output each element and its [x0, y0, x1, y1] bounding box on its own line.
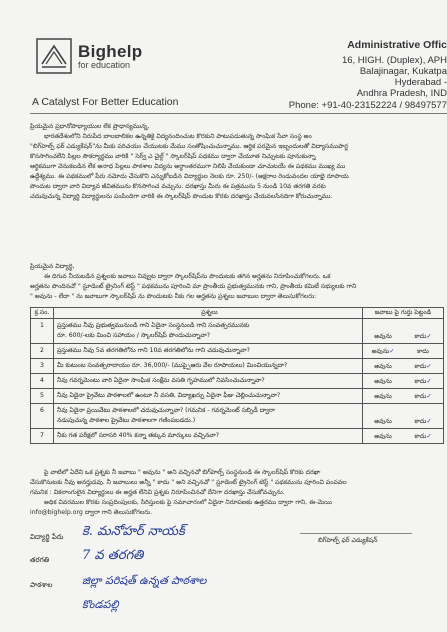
office-line: Andhra Pradesh, IND: [356, 88, 447, 99]
letter-line: చదువుచున్న విద్యార్థి విద్యార్థులను పంపిందిగా వారికి ఈ స్కాలర్‌షిప్ పొందుట కొరకు దరఖాస్తు చేయవలసినదిగా కోరుచున్నాము.: [30, 193, 333, 200]
table-row: [31, 429, 443, 443]
table-row: [31, 319, 443, 344]
tick-mark-icon: ✓: [426, 378, 432, 385]
footer-line: info@bighelp.org ద్వారా గాని తెలుసుకోగలరు.: [30, 509, 153, 516]
row-number: 5: [31, 389, 54, 403]
row-answers[interactable]: [363, 389, 443, 403]
row-number: 3: [31, 359, 54, 373]
answer-yes[interactable]: అవును: [374, 378, 392, 385]
answer-yes[interactable]: అవును: [374, 418, 392, 425]
row-question: మీ కుటుంబ సంవత్సరాదాయం రూ. 36,000/- (ముప్పైఆరు వేల రూపాయలు) మించియున్నదా?: [54, 359, 363, 373]
header-divider: [30, 113, 447, 114]
row-number: 1: [31, 319, 54, 343]
eligibility-table: [30, 307, 444, 444]
row-question: నీవు గవర్నమెంటు వారి ఏదైనా సాంఘిక సంక్షేమ వసతి గృహములో నివసించుచున్నావా?: [54, 374, 363, 388]
header-answer: జవాబు పై గుర్తు పెట్టండి: [374, 309, 432, 316]
brand-subtitle: for education: [78, 60, 131, 70]
student-name-label: విద్యార్థి పేరు: [30, 533, 64, 541]
letter-line: ఈ దిగువ నీయబడిన ప్రశ్నలకు జవాబు నివ్వుట ద్వారా స్కాలర్‌షిప్‌ను పొందుటకు తగిన అర్హతను నిరూపించుకోగలరు. ఒక: [44, 273, 331, 280]
row-number: 6: [31, 404, 54, 428]
table-row: [31, 344, 443, 359]
row-number: 2: [31, 344, 54, 358]
footer-line: పై వాటిలో ఏదేని ఒక ప్రశ్నకు నీ జవాబు " అవును " అని వచ్చినచో బిగ్‌హెల్ప్ సంస్థనుండి ఈ స్కాలర్‌షిప్ కొరకు దరఖా: [44, 469, 321, 476]
school-value-line-1[interactable]: జిల్లా పరిషత్ ఉన్నత పాఠశాల: [82, 574, 207, 587]
tick-mark-icon: ✓: [426, 333, 432, 340]
row-number: 4: [31, 374, 54, 388]
row-question: నీకు గత పరీక్షలో సరాసరి 40% కన్నా తక్కువ మార్కులు వచ్చినవా?: [54, 429, 363, 443]
row-answers[interactable]: [363, 374, 443, 388]
table-row: [31, 389, 443, 404]
tick-mark-icon: ✓: [426, 433, 432, 440]
office-address: [287, 40, 447, 99]
table-row: [31, 359, 443, 374]
row-answers[interactable]: [363, 319, 443, 343]
letter-section-2: [30, 262, 442, 302]
table-header: [31, 308, 443, 319]
letter-line: "బిగ్‌హెల్ప్ ఫర్ ఎడ్యుకేషన్"ను మీకు పరిచయం చేయుటకు మేము సంతోషించుచున్నాము. ఆర్థిక పరమైన ఇబ్బందులతో విద్యాసముపార్జ: [30, 143, 348, 150]
letter-line: ఆర్థికముగా వెనుకబడిన లేక అనాధ పిల్లలు పాఠశాల విద్యను అర్థాంతరముగా నిలిపి వేయకుండా చూచుటయే ఈ పథకము ముఖ్య ము: [30, 163, 346, 170]
footer-notes: [30, 468, 442, 518]
bighelp-logo-icon: [36, 38, 72, 74]
row-question: ప్రస్తుతము నీవు 5వ తరగతిలోను గాని 10వ తరగతిలోను గాని చదువుచున్నావా?: [54, 344, 363, 358]
row-question: ప్రస్తుతము నీవు ప్రభుత్వమునుండి గాని ఏదైనా సంస్థనుండి గాని సంవత్సరమునకు రూ. 600/-లకు మించి సహాయం / స్కాలర్‌షిప్ పొందుచున్నావా?: [54, 319, 363, 343]
table-row: [31, 374, 443, 389]
school-label: పాఠశాల: [30, 581, 53, 589]
row-answers[interactable]: [363, 404, 443, 428]
answer-no[interactable]: కాదు✓: [414, 378, 432, 385]
tick-mark-icon: ✓: [426, 393, 432, 400]
brand-name: Bighelp: [78, 42, 143, 61]
tick-mark-icon: ✓: [426, 418, 432, 425]
header-question: ప్రశ్నలు: [54, 308, 363, 318]
letter-line: భారతదేశంలోని నిరుపేద బాలబాలికల ఉన్నతికై విద్యనందించుట కొరకుని పాటుపడుతున్న సాంఘిక సేవా సంస్థ అం: [44, 133, 312, 140]
answer-no[interactable]: కాదు✓: [414, 363, 432, 370]
answer-yes[interactable]: అవును✓: [371, 348, 395, 355]
brand-block: [78, 42, 142, 70]
tagline: A Catalyst For Better Education: [32, 96, 179, 108]
footer-line: చేసుకొనుటకు నీవు అనర్హుడవు. నీ జవాబులు అన్నీ " కాదు " అని వచ్చినచో " స్టూడెంట్ ట్రైనింగ్ టెస్ట్ " పథకమును పూరించి పంపవల: [30, 479, 347, 486]
answer-no[interactable]: కాదు✓: [414, 433, 432, 440]
tick-mark-icon: ✓: [426, 363, 432, 370]
letter-line: కొనసాగించలేని పిల్లల సౌకర్యార్థము వారికి " సెర్వ్ ఎ చైల్డ్ " స్కాలర్‌షిప్ పధకము ద్వారా చేయూత నిచ్చుటకు పూనుకున్నా: [30, 153, 316, 160]
letter-line: " అవును - లేదా " ను జవాబుగా స్కాలర్‌షిప్ ను పొందుటకు నీకు గల అర్హతను ప్రశ్నలు జవాబుల ద్వారా తెలుసుకోగలరు:: [30, 293, 317, 300]
office-title: Administrative Offic: [347, 40, 447, 51]
answer-no[interactable]: కాదు: [417, 348, 429, 355]
answer-yes[interactable]: అవును: [374, 433, 392, 440]
office-phone: Phone: +91-40-23152224 / 98497577: [288, 100, 447, 111]
header-serial: క్ర.సం.: [31, 308, 54, 318]
answer-yes[interactable]: అవును: [374, 393, 392, 400]
salutation: ప్రియమైన విద్యార్థి,: [30, 263, 75, 270]
answer-yes[interactable]: అవును: [374, 363, 392, 370]
office-line: Hyderabad -: [394, 77, 447, 88]
footer-line: గమనిక : వికలాంగులైన విద్యార్థులు ఈ అర్హత లేనివి ప్రశ్నకు నిరూపించినచో దేనిగా దరఖాస్తు చేసుకోవచ్చును.: [30, 489, 285, 496]
answer-yes[interactable]: అవును: [374, 333, 392, 340]
row-number: 7: [31, 429, 54, 443]
row-answers[interactable]: [363, 344, 443, 358]
salutation: ప్రియమైన ప్రధానోపాధ్యాయుల లేక ప్రాధాన్యమున్న,: [30, 123, 150, 130]
row-answers[interactable]: [363, 429, 443, 443]
table-row: [31, 404, 443, 429]
class-value[interactable]: 7 వ తరగతి: [82, 548, 144, 563]
answer-no[interactable]: కాదు✓: [414, 333, 432, 340]
signature-line: [300, 533, 412, 534]
letter-line: ఉద్దేశ్యము. ఈ పథకములో పేరు నమోదు చేసుకొని ఎన్నుకోబడిన విద్యార్థుల నెలకు రూ. 250/- (అక్షరాల రెండువందల యాభై రూపాయ: [30, 173, 349, 180]
row-question: నీవు ఏదైనా ప్రయివేటు పాఠశాలలో చదువుచున్నావా? (గమనిక - గవర్నమెంట్ సబ్సిడీ ద్వారా నడుపుచున్న పాఠశాల ప్రైవేటు పాఠశాలగా గణింపబడదు.): [54, 404, 363, 428]
office-line: Balajinagar, Kukatpa: [359, 66, 447, 77]
student-name-value[interactable]: కె. మనోహర్ నాయక్: [82, 524, 185, 539]
row-question: నీవు ఏదైనా ప్రైవేటు పాఠశాలలో ఉంటూ నీ వసతి, విద్యాఖర్చు ఏదైనా ఫీజు చెల్లించుచున్నావా?: [54, 389, 363, 403]
letter-line: పొందుట ద్వారా వారి విద్యావ జీవితమును కొనసాగించ వచ్చును. దరఖాస్తు మీరు ఈ పత్రమును 5 నుండి 10వ తరగతి వరకు: [30, 183, 326, 190]
row-answers[interactable]: [363, 359, 443, 373]
signature-label: బిగ్‌హెల్ప్ ఫర్ ఎడ్యుకేషన్: [318, 537, 378, 544]
class-label: తరగతి: [30, 556, 50, 564]
letter-section-1: [30, 122, 442, 202]
footer-line: అధిక వివరముల కొరకు సంప్రదింపులకు, సిరిస్తులకు పై సమాచారంలో ఏదైనా నిరూపణకు ఉత్తరము ద్వారా గాని, ఈ-మెయి: [44, 499, 332, 506]
answer-no[interactable]: కాదు✓: [414, 418, 432, 425]
answer-no[interactable]: కాదు✓: [414, 393, 432, 400]
letter-line: అర్హతను పొందినచో " స్టూడెంట్ ట్రైనింగ్ టెస్ట్ " పథకమును పూరించి మా ప్రాంతీయ ప్రభుత్వమునకు గాని, ప్రాంతీయ కమిటీ సభ్యులకు గాని: [30, 283, 357, 290]
school-value-line-2[interactable]: కొండపల్లి: [82, 598, 119, 611]
tick-mark-icon: ✓: [389, 348, 395, 355]
office-line: 16, HIGH. (Duplex), APH: [341, 55, 447, 66]
